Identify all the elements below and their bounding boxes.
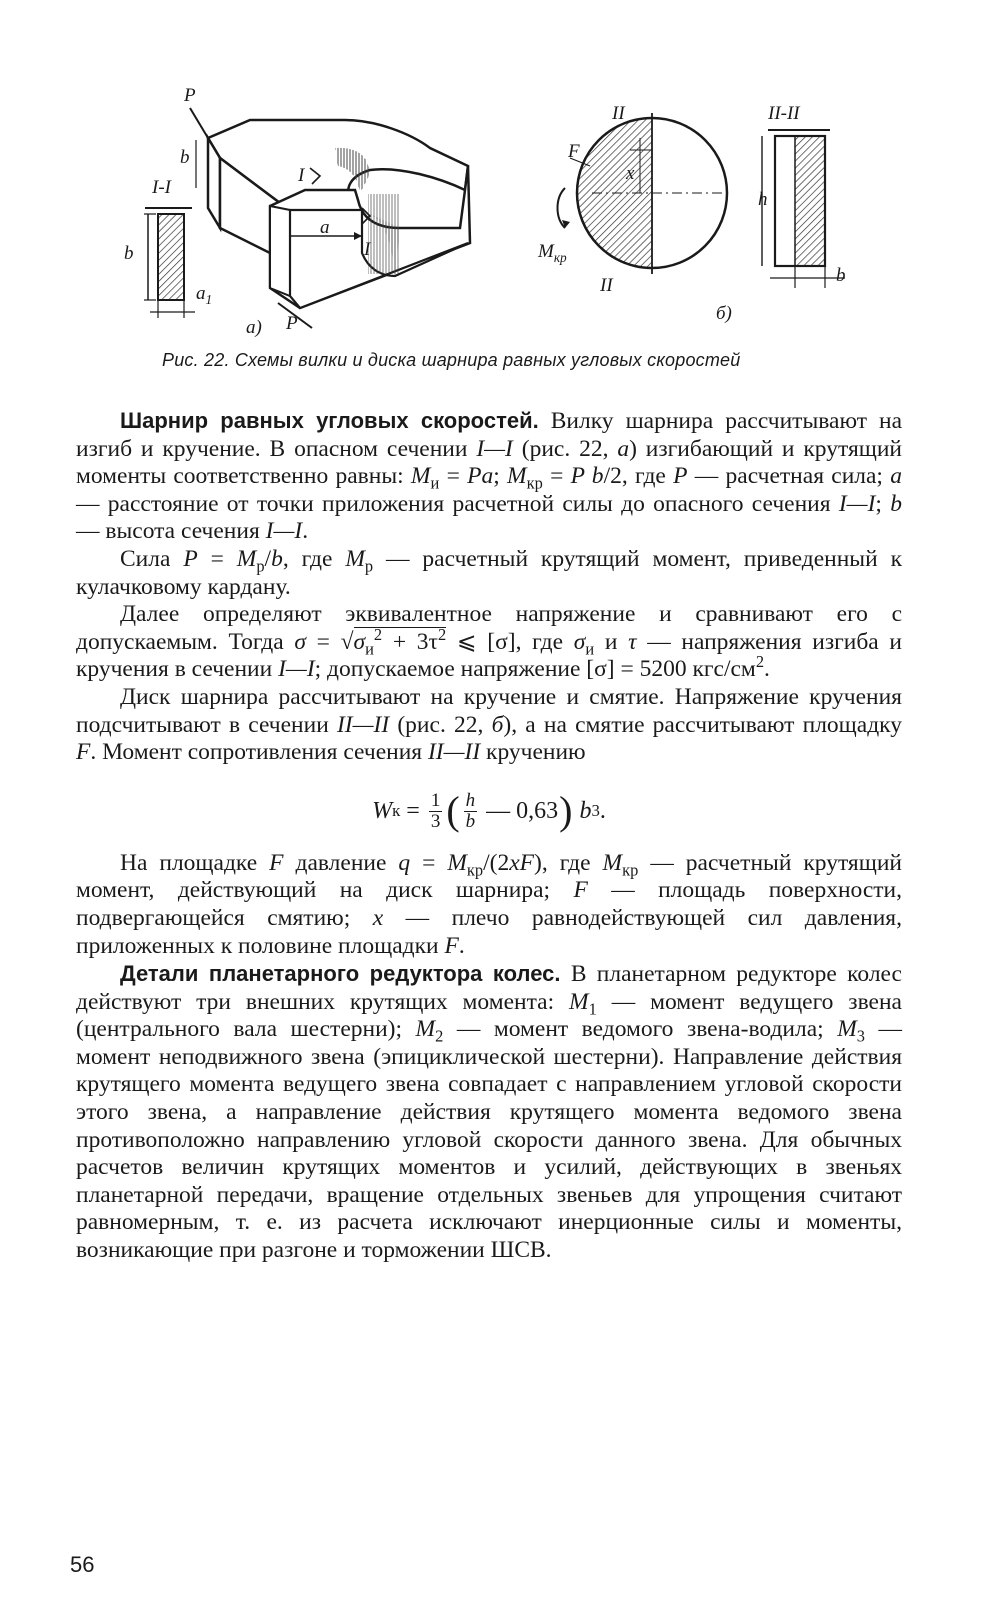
radicand: $\sigma_и^2 + 3\tau^2$ bbox=[353, 624, 447, 659]
label-a-dimension: a bbox=[320, 217, 330, 238]
label-Mkr: $M_{кр}$ bbox=[538, 241, 567, 265]
label-x: x bbox=[626, 163, 635, 184]
paragraph-equivalent-stress: Далее определяют эквивалентное напряжение и сравнивают его с допускаемым. Тогда $\sigma = √\sigma_и^2 + 3\tau^2$ ⩽ [σ], где $\sigma_и$ и τ — напряжения изгиба и кручения в сечении I—I; допускаемое напряжение [σ] = 5200 кгс/$см^2$. bbox=[76, 601, 902, 683]
label-subfigure-b: б) bbox=[716, 303, 732, 324]
paragraph-planetary: Детали планетарного редуктора колес. В планетарном редукторе колес действуют три внешних крутящих момента: $М_1$ — момент ведущего звена (центрального вала шестерни); $М_2$ — момент ведомого звена-водила; $М_3$ — момент неподвижного звена (эпициклической шестерни). Направление действия крутящего момента ведущего звена совпадает с направлением угловой скорости этого звена, а направление действия крутящего момента ведомого звена противоположно направлению угловой скорости данного звена. Для обычных расчетов величин крутящих моментов и усилий, действующих в звеньях планетарной передачи, вращение отдельных звеньев для упрощения считают равномерным, т. е. из расчета исключают инерционные силы и моменты, возникающие при разгоне и торможении ШСВ. bbox=[76, 961, 902, 1264]
disk-drawing bbox=[558, 113, 733, 274]
label-p-top: P bbox=[184, 85, 196, 106]
heading-cv-joint: Шарнир равных угловых скоростей. bbox=[120, 408, 539, 433]
fork-drawing bbox=[190, 108, 470, 328]
label-p-bottom: P bbox=[286, 313, 298, 334]
label-section-I-I: I-I bbox=[152, 177, 171, 198]
section-II-II-drawing bbox=[762, 130, 845, 288]
paragraph-force: Сила $P = М_р/b$, где $М_р$ — расчетный крутящий момент, приведенный к кулачковому кардану. bbox=[76, 545, 902, 600]
label-F: F bbox=[568, 141, 580, 162]
paragraph-cv-joint: Шарнир равных угловых скоростей. Вилку шарнира рассчитывают на изгиб и кручение. В опасном сечении I—I (рис. 22, а) изгибающий и крутящий моменты соответственно равны: $М_и = Pa$; $М_{кр} = P$ b/2, где P — расчетная сила; a — расстояние от точки приложения расчетной силы до опасного сечения I—I; b — высота сечения I—I. bbox=[76, 408, 903, 545]
label-section-II-II: II-II bbox=[768, 103, 800, 124]
label-II-top: II bbox=[612, 103, 625, 124]
page-number: 56 bbox=[70, 1552, 95, 1577]
paragraph-disk: Диск шарнира рассчитывают на кручение и смятие. Напряжение кручения подсчитывают в сечении II—II (рис. 22, б), а на смятие рассчитывают площадку F. Момент сопротивления сечения II—II кручению bbox=[76, 683, 903, 766]
label-b-top: b bbox=[180, 147, 190, 168]
label-II-bottom: II bbox=[600, 275, 613, 296]
fraction-one-third: $\frac{1}{3}$ bbox=[430, 789, 441, 832]
body-text bbox=[76, 407, 902, 1265]
section-I-I-drawing bbox=[144, 208, 195, 318]
formula-section-modulus: W к = $\frac{1}{3}$ ( $\frac{h}{b}$ — 0,63 ) b 3 . bbox=[372, 788, 606, 834]
label-b-left: b bbox=[124, 243, 134, 264]
label-subfigure-a: а) bbox=[246, 317, 262, 338]
paragraph-pressure: На площадке F давление $q = M_{кр}/(2xF)$, где $M_{кр}$ — расчетный крутящий момент, действующий на диск шарнира; F — площадь поверхности, подвергающейся смятию; x — плечо равнодействующей сил давления, приложенных к половине площадки F. bbox=[76, 849, 903, 959]
heading-planetary: Детали планетарного редуктора колес. bbox=[120, 961, 561, 987]
label-a1: $a_1$ bbox=[196, 283, 213, 307]
label-I-lower: I bbox=[364, 239, 371, 260]
figure-caption: Рис. 22. Схемы вилки и диска шарнира равных угловых скоростей bbox=[162, 350, 741, 370]
label-b-right: b bbox=[836, 265, 846, 286]
label-I-upper: I bbox=[298, 165, 305, 186]
label-h: h bbox=[758, 189, 768, 210]
figure-22 bbox=[100, 78, 900, 378]
fraction-h-over-b: $\frac{h}{b}$ bbox=[465, 789, 476, 832]
